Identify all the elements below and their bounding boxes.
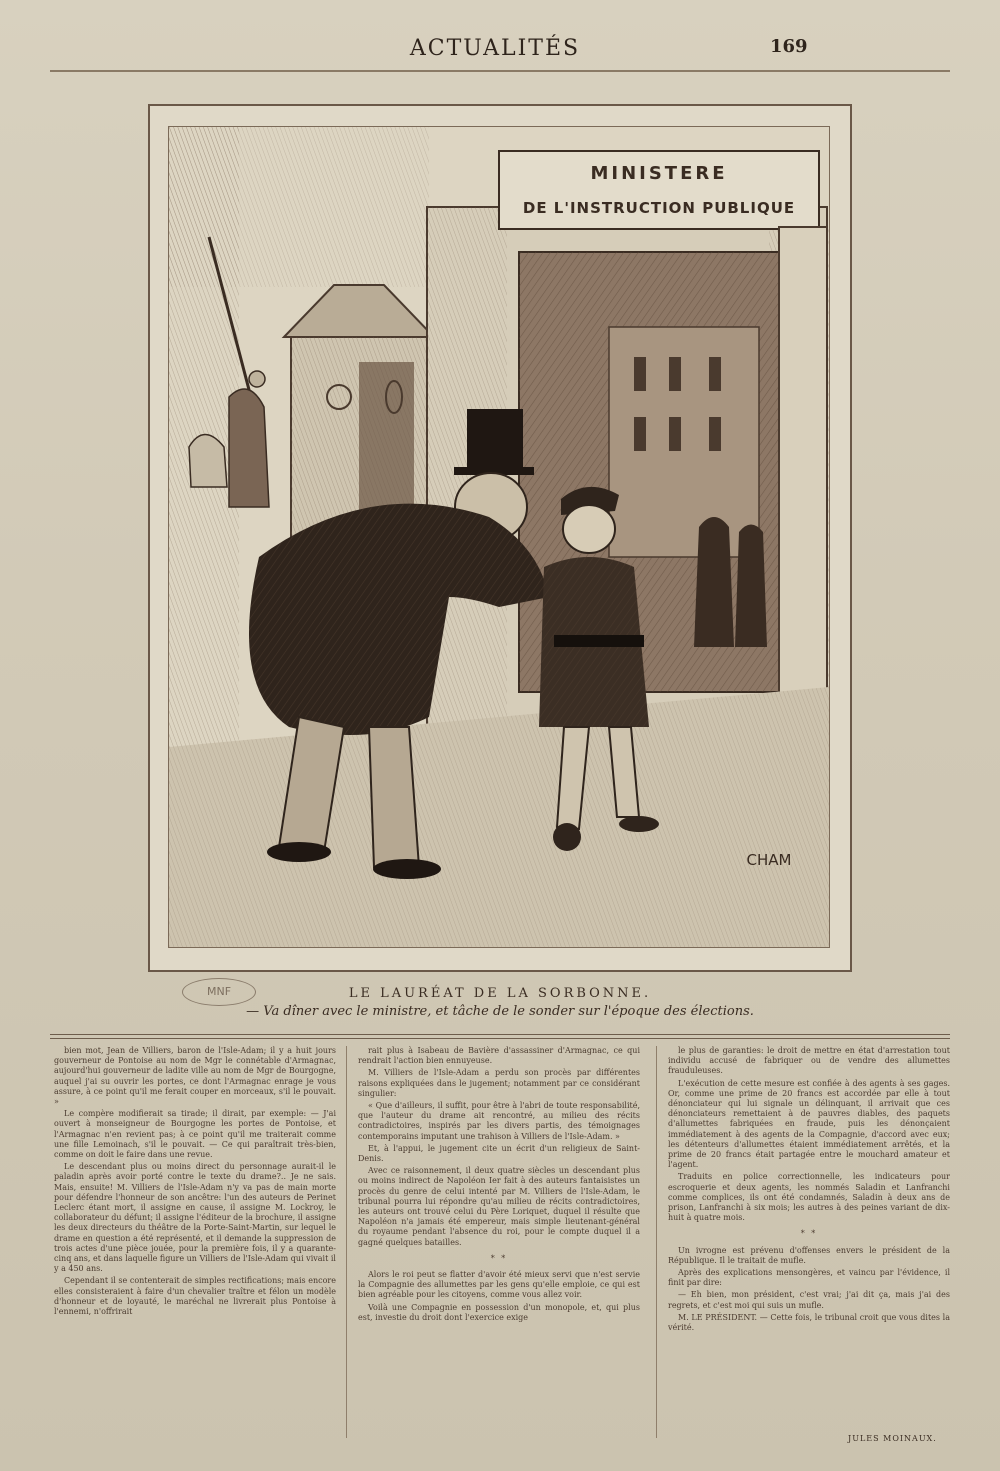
paragraph: Alors le roi peut se flatter d'avoir été mieux servi que n'est servie la Compagnie des allumettes par les gens qu'elle emploie, ce qui est bien agréable pour les citoyens, comme vous allez voir. — [358, 1270, 640, 1300]
column-divider — [656, 1046, 657, 1438]
caption-title: LE LAURÉAT DE LA SORBONNE. — [348, 986, 652, 1001]
paragraph: M. Villiers de l'Isle-Adam a perdu son procès par différentes raisons expliquées dans le jugement; notamment par ce considérant singulier: — [358, 1068, 640, 1098]
text-column-1 — [54, 1046, 336, 1438]
text-column-2 — [358, 1046, 640, 1438]
paragraph: — Eh bien, mon président, c'est vrai; j'ai dit ça, mais j'ai des regrets, et c'est moi qui suis un mufle. — [668, 1290, 950, 1310]
section-separator: * * — [800, 1229, 818, 1239]
library-stamp: MNF — [182, 978, 256, 1006]
illustration-frame — [148, 104, 852, 972]
caricature-illustration — [168, 126, 830, 948]
section-separator: * * — [490, 1253, 508, 1263]
sign-line-1: MINISTERE — [590, 163, 728, 184]
caricature-drawing — [169, 127, 829, 947]
text-column-3 — [668, 1046, 950, 1438]
section-title: ACTUALITÉS — [409, 36, 581, 61]
paragraph: Un ivrogne est prévenu d'offenses envers le président de la République. Il le traitait de mufle. — [668, 1245, 950, 1265]
artist-signature: CHAM — [746, 851, 792, 869]
caption-rule — [50, 1034, 950, 1035]
paragraph: Après des explications mensongères, et vaincu par l'évidence, il finit par dire: — [668, 1268, 950, 1288]
paragraph: Le compère modifierait sa tirade; il dirait, par exemple: — J'ai ouvert à monseigneur de Bourgogne les portes de Pontoise, et l'Armagnac n'en revient pas; à ce point qu'il me traiterait comme une fille Lemoinach, s'il le pouvait. — Ce qui paraîtrait très-bien, comme on doit le faire dans une revue. — [54, 1109, 336, 1160]
paragraph: le plus de garanties: le droit de mettre en état d'arrestation tout individu accusé de fabriquer ou de vendre des allumettes frauduleuses. — [668, 1046, 950, 1076]
header-rule — [50, 70, 950, 72]
paragraph: Et, à l'appui, le jugement cite un écrit d'un religieux de Saint-Denis. — [358, 1143, 640, 1164]
paragraph: « Que d'ailleurs, il suffit, pour être à l'abri de toute responsabilité, que l'auteur du drame ait rencontré, au milieu des récits contradictoires, inspirés par les divers partis, des témoignages contemporains imputant une trahison à Villiers de l'Isle-Adam. » — [358, 1101, 640, 1141]
caption-subtitle: — Va dîner avec le ministre, et tâche de le sonder sur l'époque des élections. — [246, 1004, 754, 1019]
page-number: 169 — [770, 36, 808, 57]
paragraph: Cependant il se contenterait de simples rectifications; mais encore elles consisteraient à faire d'un chevalier traître et félon un modèle d'honneur et de loyauté, le maréchal ne livrerait plus Pontoise à l'ennemi, n'offrirait — [54, 1276, 336, 1317]
paragraph: Avec ce raisonnement, il deux quatre siècles un descendant plus ou moins indirect de Napoléon Ier fait à des auteurs fantaisistes un procès du genre de celui intenté par M. Villiers de l'Isle-Adam, le tribunal pourra lui répondre qu'au milieu de récits contradictoires, les auteurs ont trouvé celui du Père Loriquet, duquel il résulte que Napoléon n'a jamais été empereur, mais simple lieutenant-général du royaume pendant l'absence du roi, pour le compte duquel il a gagné quelques batailles. — [358, 1166, 640, 1247]
paragraph: bien mot, Jean de Villiers, baron de l'Isle-Adam; il y a huit jours gouverneur de Pontoise au nom de Mgr le connétable d'Armagnac, aujourd'hui gouverneur de ladite ville au nom de Mgr de Bourgogne, auquel j'ai su ouvrir les portes, ce dont l'Armagnac enrage je vous assure, à ce point qu'il me ferait couper en morceaux, s'il le pouvait. » — [54, 1046, 336, 1107]
sign-line-2: DE L'INSTRUCTION PUBLIQUE — [522, 199, 796, 217]
author-signature: JULES MOINAUX. — [848, 1434, 937, 1443]
paragraph: Voilà une Compagnie en possession d'un monopole, et, qui plus est, investie du droit dont l'exercice exige — [358, 1302, 640, 1322]
paragraph: M. LE PRÉSIDENT. — Cette fois, le tribunal croit que vous dites la vérité. — [668, 1312, 950, 1333]
paragraph: Traduits en police correctionnelle, les indicateurs pour escroquerie et deux agents, les nommés Saladin et Lanfranchi comme complices, ils ont été condamnés, Saladin à deux ans de prison, Lanfranchi à six mois; les autres à des peines variant de dix-huit à quatre mois. — [668, 1172, 950, 1223]
paragraph: rait plus à Isabeau de Bavière d'assassiner d'Armagnac, ce qui rendrait l'action bien ennuyeuse. — [358, 1046, 640, 1066]
caption-rule-double — [50, 1038, 950, 1039]
paragraph: L'exécution de cette mesure est confiée à des agents à ses gages. Or, comme une prime de 20 francs est accordée par elle à tout dénonciateur qui lui signale un délinquant, il arrivait que ces dénonciateurs remettaient à de pauvres diables, des paquets d'allumettes fabriquées en fraude, puis les dénonçaient immédiatement à des agents de la Compagnie, d'accord avec eux; les détenteurs d'allumettes étaient immédiatement arrêtés, et la prime de 20 francs était partagée entre le mouchard amateur et l'agent. — [668, 1078, 950, 1170]
column-divider — [346, 1046, 347, 1438]
paragraph: Le descendant plus ou moins direct du personnage aurait-il le paladin après avoir porté contre le texte du drame?.. Je ne sais. Mais, ensuite! M. Villiers de l'Isle-Adam n'y va pas de main morte pour défendre l'honneur de son ancêtre: l'un des auteurs de Perinet Leclerc étant mort, il assigne en cause, il assigne M. Lockroy, le collaborateur du défunt; il assigne l'éditeur de la brochure, il assigne les deux directeurs du théâtre de la Porte-Saint-Martin, sur lequel le drame en question a été représenté, et il demande la suppression de trois actes d'une pièce jouée, pour la première fois, il y a quarante-cinq ans, et dans laquelle figure un Villiers de l'Isle-Adam qui vivait il y a 450 ans. — [54, 1162, 336, 1274]
